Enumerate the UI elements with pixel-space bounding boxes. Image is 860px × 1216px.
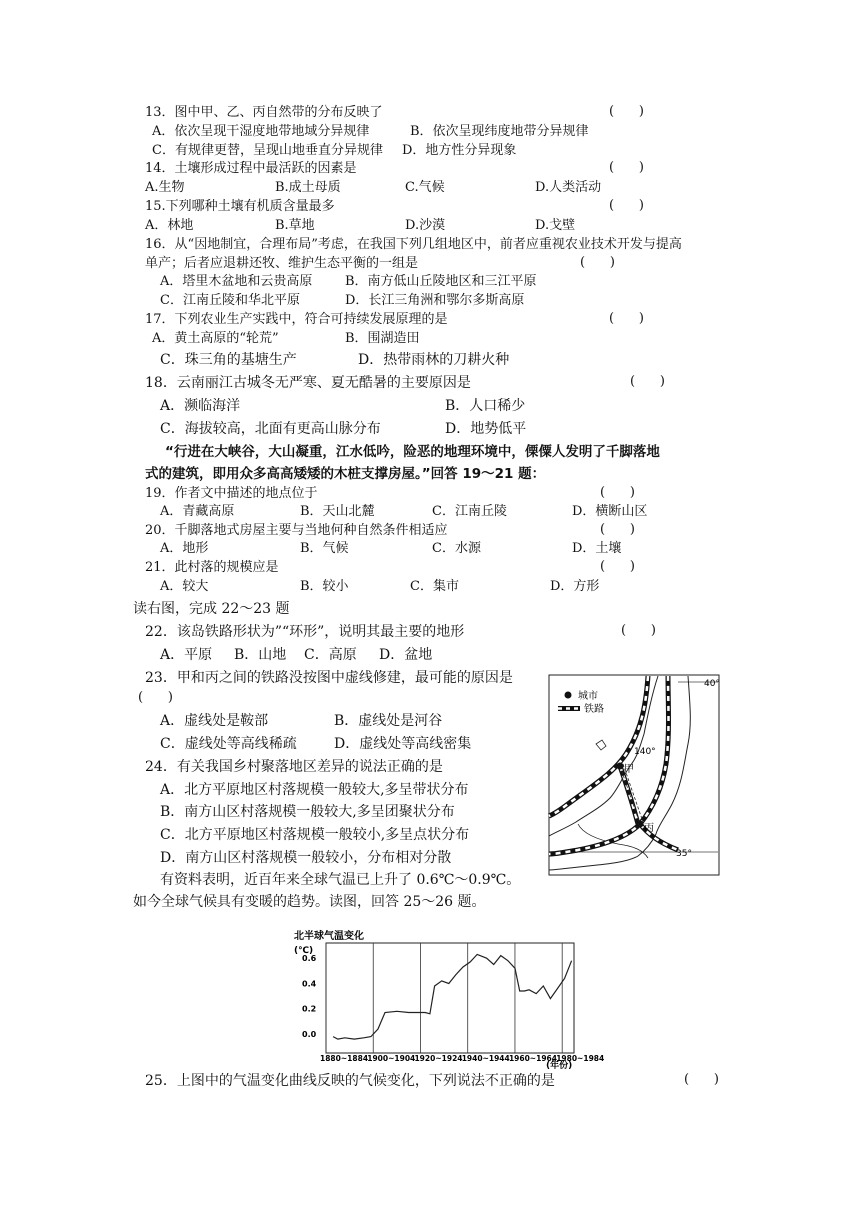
q18-option-d: D．地势低平 [445, 421, 527, 437]
q21-paren: ( ) [600, 559, 635, 574]
chart-ytick-label: 0.0 [302, 1030, 317, 1040]
intro-22-23: 读右图，完成 22～23 题 [133, 601, 290, 617]
city-jia [617, 763, 624, 770]
q25-stem: 25．上图中的气温变化曲线反映的气候变化，下列说法不正确的是 [145, 1073, 555, 1089]
q24-option-a: A．北方平原地区村落规模一般较大,多呈带状分布 [160, 782, 469, 798]
q22-option-a: A．平原 [160, 647, 213, 663]
city-jia-label: 甲 [624, 764, 634, 775]
city-bing-label: 丙 [644, 823, 654, 834]
chart-ytick-label: 0.4 [302, 979, 317, 989]
latitude-35-label: 35° [676, 849, 692, 859]
q20-option-d: D．土壤 [572, 541, 622, 556]
q18-option-b: B．人口稀少 [445, 398, 526, 414]
passage-line2: 式的建筑，即用众多高高矮矮的木桩支撑房屋。”回答 19～21 题： [145, 466, 546, 482]
longitude-140-label: 140° [634, 747, 656, 757]
q21-option-b: B．较小 [300, 579, 349, 594]
q15-option-d: D.戈壁 [535, 218, 576, 233]
q16-stem-line2: 单产；后者应退耕还牧、维护生态平衡的一组是 [145, 256, 419, 271]
q15-option-a: A．林地 [145, 218, 194, 233]
intro-25-26-line2: 如今全球气候具有变暖的趋势。读图，回答 25～26 题。 [133, 894, 486, 910]
q15-stem: 15.下列哪种土壤有机质含量最多 [145, 199, 335, 214]
q24-option-d: D．南方山区村落规模一般较小，分布相对分散 [160, 850, 452, 866]
q22-option-b: B．山地 [234, 647, 287, 663]
q20-option-c: C．水源 [432, 541, 481, 556]
chart-xtick-label: 1960~1964 [508, 1054, 557, 1063]
chart-xtick-label: 1920~1924 [414, 1054, 463, 1063]
q14-stem: 14．土壤形成过程中最活跃的因素是 [145, 161, 357, 176]
q23-option-b: B．虚线处是河谷 [334, 713, 443, 729]
chart-ylabel: (℃) [294, 946, 314, 956]
q17-option-b: B．围湖造田 [345, 331, 420, 346]
passage-line1: “行进在大峡谷，大山凝重，江水低吟，险恶的地理环境中，傈僳人发明了千脚落地 [165, 444, 660, 460]
q21-option-d: D．方形 [550, 579, 600, 594]
q15-option-b: B.草地 [275, 218, 315, 233]
q23-paren: ( ) [138, 690, 173, 705]
q23-option-d: D．虚线处等高线密集 [334, 736, 472, 752]
q16-option-a: A．塔里木盆地和云贵高原 [160, 274, 313, 289]
legend-city-label: 城市 [578, 691, 598, 702]
q17-paren: ( ) [609, 311, 644, 326]
temperature-series-line [333, 954, 571, 1039]
chart-xtick-label: 1900~1904 [367, 1054, 416, 1063]
q22-paren: ( ) [621, 623, 656, 638]
temperature-chart [288, 925, 605, 1071]
q14-paren: ( ) [609, 160, 644, 175]
q18-option-c: C．海拔较高，北面有更高山脉分布 [160, 421, 381, 437]
q18-paren: ( ) [630, 374, 665, 389]
q23-option-c: C．虚线处等高线稀疏 [160, 736, 297, 752]
q19-paren: ( ) [600, 485, 635, 500]
q17-option-a: A．黄土高原的“轮荒” [152, 331, 279, 346]
q13-paren: ( ) [609, 104, 644, 119]
q13-stem: 13．图中甲、乙、丙自然带的分布反映了 [145, 105, 383, 120]
q16-option-d: D．长江三角洲和鄂尔多斯高原 [345, 293, 525, 308]
q14-option-d: D.人类活动 [535, 180, 602, 195]
q15-paren: ( ) [609, 198, 644, 213]
q20-paren: ( ) [600, 522, 635, 537]
q23-option-a: A．虚线处是鞍部 [160, 713, 269, 729]
chart-xtick-label: 1940~1944 [461, 1054, 510, 1063]
q16-option-b: B．南方低山丘陵地区和三江平原 [345, 274, 537, 289]
q13-option-b: B．依次呈现纬度地带分异规律 [410, 124, 589, 139]
q17-option-c: C．珠三角的基塘生产 [160, 352, 297, 368]
chart-xtick-label: 1980~1984 [556, 1054, 605, 1063]
legend-rail-label: 铁路 [584, 704, 604, 715]
q14-option-a: A.生物 [145, 180, 185, 195]
q19-stem: 19．作者文中描述的地点位于 [145, 486, 318, 501]
legend-city-icon [565, 692, 572, 699]
q13-option-d: D．地方性分异现象 [402, 143, 517, 158]
q14-option-c: C.气候 [405, 180, 445, 195]
q18-stem: 18．云南丽江古城冬无严寒、夏无酷暑的主要原因是 [145, 375, 471, 391]
q22-option-c: C．高原 [304, 647, 357, 663]
chart-ytick-label: 0.2 [302, 1004, 317, 1014]
q19-option-b: B．天山北麓 [300, 504, 375, 519]
q19-option-a: A．青藏高原 [160, 504, 235, 519]
q20-stem: 20．千脚落地式房屋主要与当地何种自然条件相适应 [145, 523, 448, 538]
q24-option-b: B．南方山区村落规模一般较大,多呈团聚状分布 [160, 804, 455, 820]
japan-railway-map [548, 674, 720, 876]
chart-xlabel: (年份) [546, 1061, 573, 1071]
q16-option-c: C．江南丘陵和华北平原 [160, 293, 300, 308]
chart-title: 北半球气温变化 [294, 931, 364, 942]
q24-stem: 24．有关我国乡村聚落地区差异的说法正确的是 [145, 759, 443, 775]
q13-option-c: C．有规律更替，呈现山地垂直分异规律 [152, 143, 383, 158]
chart-xtick-label: 1880~1884 [320, 1054, 369, 1063]
q22-stem: 22．该岛铁路形状为”“环形”，说明其最主要的地形 [145, 624, 465, 640]
city-bing [637, 821, 644, 828]
q20-option-b: B．气候 [300, 541, 349, 556]
q20-option-a: A．地形 [160, 541, 209, 556]
q16-paren: ( ) [580, 255, 615, 270]
q18-option-a: A．濒临海洋 [160, 398, 241, 414]
q19-option-d: D．横断山区 [572, 504, 648, 519]
q22-option-d: D．盆地 [379, 647, 433, 663]
q21-option-c: C．集市 [410, 579, 459, 594]
q21-option-a: A．较大 [160, 579, 209, 594]
q17-option-d: D．热带雨林的刀耕火种 [358, 352, 510, 368]
chart-ytick-label: 0.6 [302, 954, 317, 964]
intro-25-26-line1: 有资料表明，近百年来全球气温已上升了 0.6℃～0.9℃。 [160, 872, 521, 888]
chart-frame [326, 943, 574, 1053]
q16-stem-line1: 16．从“因地制宜，合理布局”考虑，在我国下列几组地区中，前者应重视农业技术开发与提高 [145, 237, 682, 252]
q23-stem: 23．甲和丙之间的铁路没按图中虚线修建，最可能的原因是 [145, 670, 513, 686]
q21-stem: 21．此村落的规模应是 [145, 560, 279, 575]
q17-stem: 17．下列农业生产实践中，符合可持续发展原理的是 [145, 312, 448, 327]
latitude-40-label: 40° [704, 679, 720, 689]
q14-option-b: B.成土母质 [275, 180, 341, 195]
q25-paren: ( ) [684, 1072, 719, 1087]
q19-option-c: C．江南丘陵 [432, 504, 507, 519]
q24-option-c: C．北方平原地区村落规模一般较小,多呈点状分布 [160, 827, 470, 843]
q13-option-a: A．依次呈现干湿度地带地域分异规律 [152, 124, 370, 139]
q15-option-c: D.沙漠 [405, 218, 446, 233]
